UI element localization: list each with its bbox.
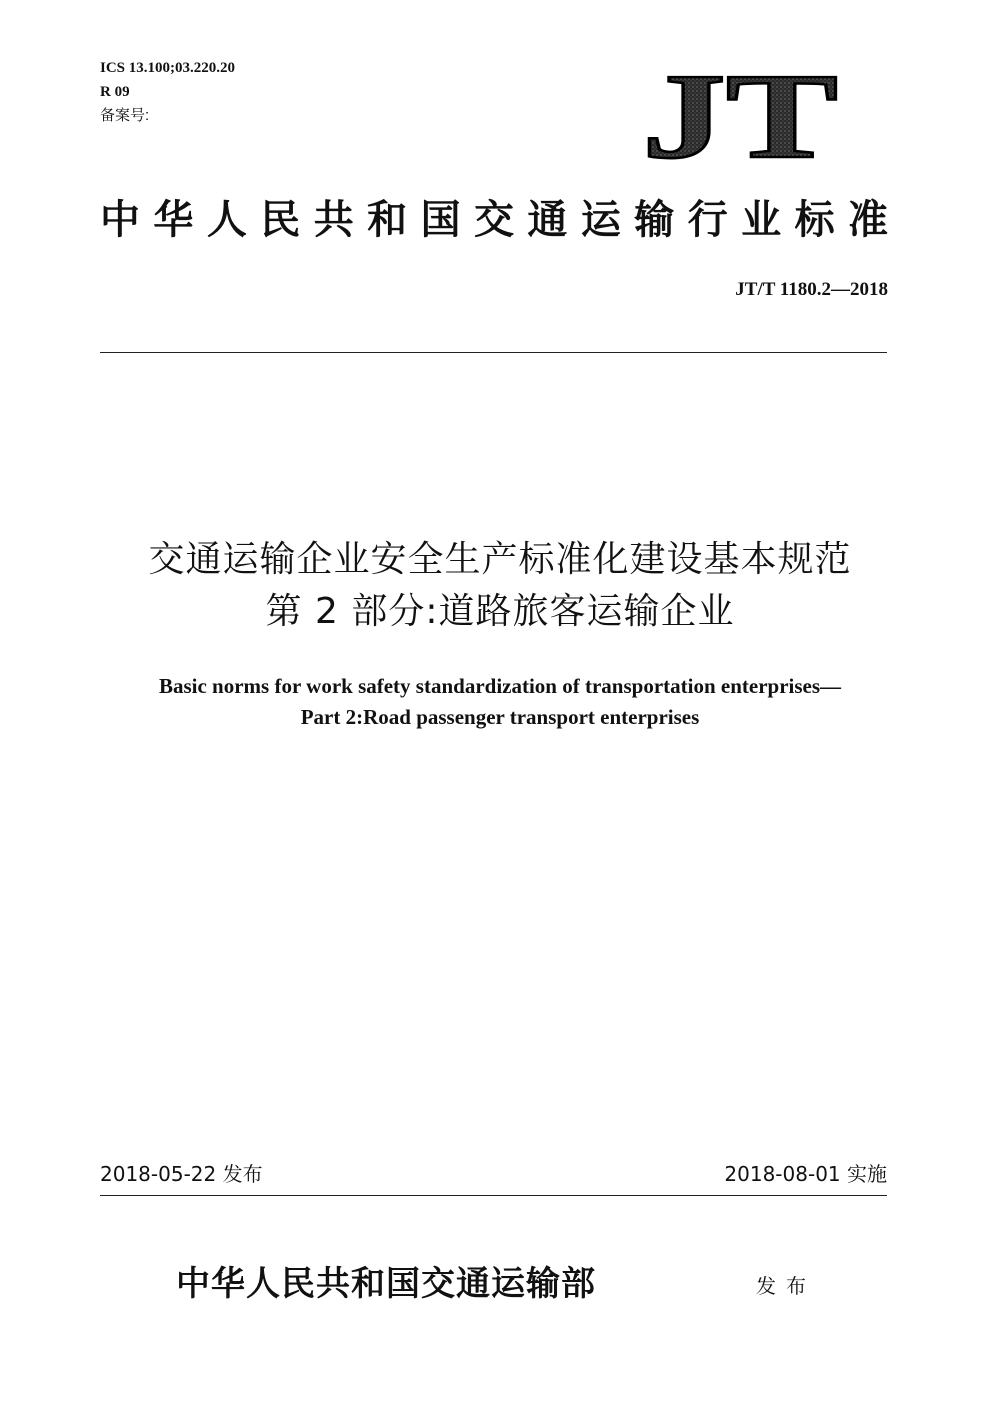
footer-divider bbox=[100, 1195, 887, 1196]
issue-date: 2018-05-22 发布 bbox=[100, 1162, 263, 1186]
standard-number: JT/T 1180.2—2018 bbox=[735, 279, 888, 300]
header-divider bbox=[100, 352, 887, 353]
jt-logo-text: JT bbox=[642, 62, 838, 162]
jt-logo bbox=[640, 62, 840, 162]
english-title-line-2: Part 2:Road passenger transport enterprises bbox=[300, 705, 700, 729]
implementation-date: 2018-08-01 实施 bbox=[724, 1162, 887, 1186]
publisher-name: 中华人民共和国交通运输部 bbox=[176, 1264, 596, 1304]
ics-code: ICS 13.100;03.220.20 bbox=[100, 60, 236, 76]
english-title-line-1: Basic norms for work safety standardization of transportation enterprises— bbox=[158, 674, 842, 698]
record-number-label: 备案号: bbox=[100, 107, 150, 124]
publish-label: 发布 bbox=[756, 1274, 816, 1298]
document-metadata bbox=[100, 56, 235, 128]
standard-category-title: 中华人民共和国交通运输行业标准 bbox=[100, 196, 890, 243]
chinese-title-line-1: 交通运输企业安全生产标准化建设基本规范 bbox=[148, 539, 852, 580]
classification-code: R 09 bbox=[100, 84, 130, 100]
chinese-title-line-2: 第 2 部分:道路旅客运输企业 bbox=[265, 591, 735, 632]
